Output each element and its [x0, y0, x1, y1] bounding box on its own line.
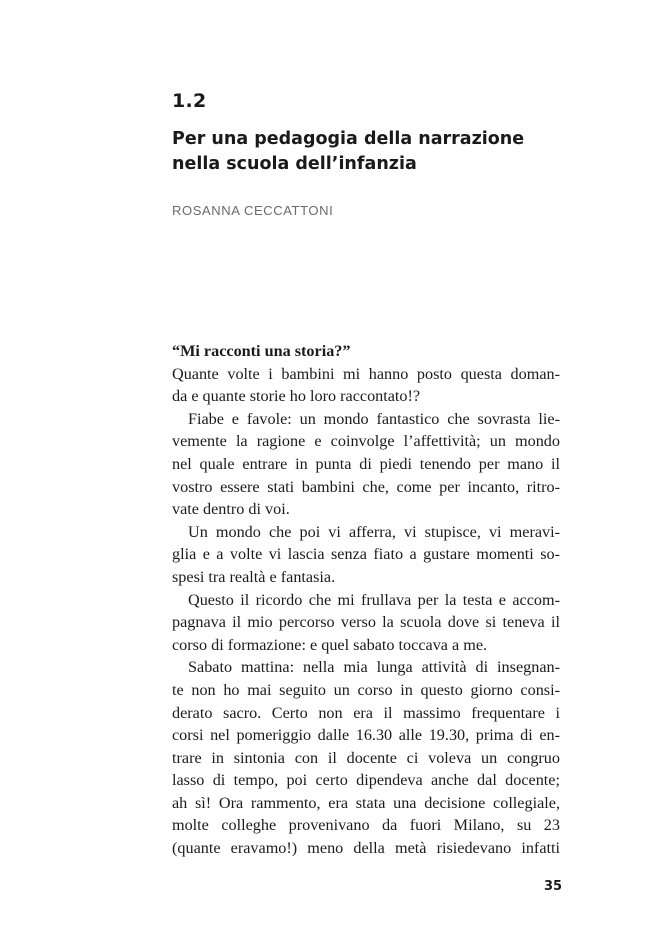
chapter-author: ROSANNA CECCATTONI — [172, 203, 334, 218]
text-line: vostro essere stati bambini che, come per incanto, ritro- — [172, 477, 560, 496]
text-line: nel quale entrare in punta di piedi tenendo per mano il — [172, 454, 560, 473]
chapter-title-line: Per una pedagogia della narrazione — [172, 129, 525, 149]
text-line: pagnava il mio percorso verso la scuola dove si teneva il — [172, 613, 560, 632]
text-line: trare in sintonia con il docente ci voleva un congruo — [172, 748, 560, 767]
text-line: Un mondo che poi vi afferra, vi stupisce, vi meravi- — [188, 522, 560, 541]
text-line: te non ho mai seguito un corso in questo giorno consi- — [172, 680, 560, 699]
text-line: derato sacro. Certo non era il massimo frequentare i — [172, 703, 560, 722]
text-line: vate dentro di voi. — [172, 500, 290, 519]
text-line: Sabato mattina: nella mia lunga attività di insegnan- — [188, 658, 560, 677]
text-line: corso di formazione: e quel sabato toccava a me. — [172, 635, 488, 654]
chapter-title — [172, 127, 572, 177]
text-line: ah sì! Ora rammento, era stata una decisione collegiale, — [172, 793, 560, 812]
text-line: molte colleghe provenivano da fuori Milano, su 23 — [172, 816, 560, 835]
text-line: da e quante storie ho loro raccontato!? — [172, 387, 421, 406]
text-line: Quante volte i bambini mi hanno posto questa doman- — [172, 364, 560, 383]
text-line: Questo il ricordo che mi frullava per la testa e accom- — [188, 590, 560, 609]
body-text — [172, 340, 560, 860]
text-line: corsi nel pomeriggio dalle 16.30 alle 19.30, prima di en- — [172, 726, 560, 745]
text-line: Fiabe e favole: un mondo fantastico che sovrasta lie- — [188, 409, 560, 428]
lead-question: “Mi racconti una storia?” — [172, 342, 351, 360]
chapter-title-line: nella scuola dell’infanzia — [172, 154, 417, 174]
text-line: spesi tra realtà e fantasia. — [172, 567, 336, 586]
text-line: (quante eravamo!) meno della metà risiedevano infatti — [172, 839, 560, 858]
text-line: vemente la ragione e coinvolge l’affettività; un mondo — [172, 432, 560, 451]
chapter-number: 1.2 — [172, 90, 207, 112]
page-number: 35 — [544, 879, 563, 894]
text-line: glia e a volte vi lascia senza fiato a gustare momenti so- — [172, 545, 560, 564]
text-line: lasso di tempo, poi certo dipendeva anche dal docente; — [172, 771, 560, 790]
